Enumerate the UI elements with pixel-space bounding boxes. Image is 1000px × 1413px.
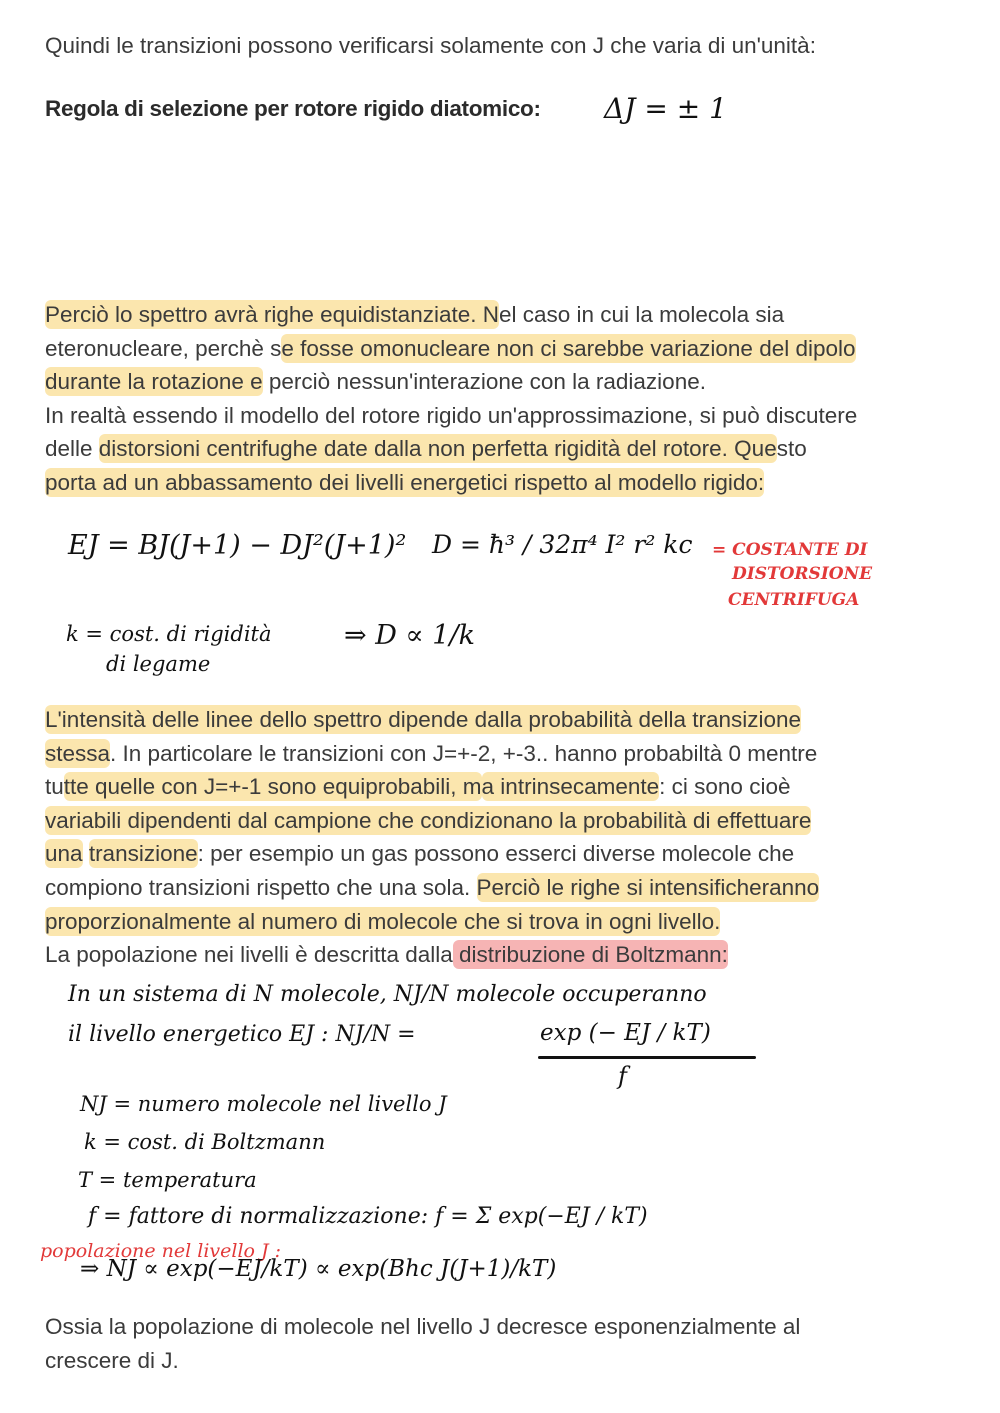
paragraph-equidistant-lines <box>45 298 955 500</box>
highlight: stessa <box>45 740 111 766</box>
intro-paragraph <box>45 29 955 63</box>
handwritten-k-definition-2: di legame <box>106 652 211 676</box>
highlight: variabili dipendenti dal campione che condizionano la probabilità di effettuare <box>45 807 812 833</box>
handwritten-red-note-1: = COSTANTE DI <box>712 540 868 560</box>
highlight: porta ad un abbassamento dei livelli energetici rispetto al modello rigido: <box>45 469 765 495</box>
text-span: delle <box>45 436 99 462</box>
handwritten-k-boltzmann: k = cost. di Boltzmann <box>84 1130 326 1154</box>
handwritten-red-population: popolazione nel livello J : <box>40 1240 282 1262</box>
handwritten-red-note-3: CENTRIFUGA <box>728 590 860 610</box>
highlight: durante la rotazione e <box>45 369 263 395</box>
fraction-bar <box>538 1056 756 1059</box>
text-span: La popolazione nei livelli è descritta dalla <box>45 942 453 968</box>
intro-text: Quindi le transizioni possono verificarsi solamente con J che varia di un'unità: <box>45 33 816 58</box>
highlight: Perciò le righe si intensificheranno <box>476 874 820 900</box>
handwritten-temperature: T = temperatura <box>78 1168 257 1192</box>
paragraph-conclusion <box>45 1310 955 1377</box>
highlight: transizione <box>88 841 198 867</box>
text-span <box>83 841 89 866</box>
handwritten-proportional: ⇒ NJ ∝ exp(−EJ/kT) ∝ exp(Bhc J(J+1)/kT) <box>80 1256 557 1282</box>
highlight: L'intensità delle linee dello spettro dipende dalla probabilità della transizione <box>45 707 802 732</box>
text-span: Ossia la popolazione di molecole nel livello J decresce esponenzialmente al <box>45 1314 801 1339</box>
text-span: sto <box>776 436 807 462</box>
handwritten-boltzmann-line2: il livello energetico EJ : NJ/N = <box>68 1022 416 1047</box>
paragraph-intensity <box>45 703 955 972</box>
text-span: : per esempio un gas possono esserci diverse molecole che <box>197 841 795 867</box>
handwritten-red-note-2: DISTORSIONE <box>732 564 873 584</box>
highlight: distorsioni centrifughe date dalla non perfetta rigidità del rotore. Que <box>98 436 777 462</box>
highlight: a intrinsecamente <box>481 774 660 800</box>
text-span: el caso in cui la molecola sia <box>499 302 785 327</box>
selection-rule-label: Regola di selezione per rotore rigido diatomico: <box>45 96 541 121</box>
handwritten-d-definition: D = ħ³ / 32π⁴ I² r² kc <box>432 530 693 559</box>
text-span: perciò nessun'interazione con la radiazione. <box>262 369 706 395</box>
highlight: tte quelle con J=+-1 sono equiprobabili, m <box>63 774 482 800</box>
highlight: Perciò lo spettro avrà righe equidistanziate. N <box>45 302 499 327</box>
handwritten-energy-formula: EJ = BJ(J+1) − DJ²(J+1)² <box>68 530 407 561</box>
handwritten-k-definition: k = cost. di rigidità <box>66 622 272 646</box>
highlight-red: distribuzione di Boltzmann: <box>452 942 728 968</box>
text-span: eteronucleare, perchè s <box>45 335 282 361</box>
text-span: . In particolare le transizioni con J=+-2, +-3.. hanno probabiltà 0 mentre <box>110 740 818 766</box>
handwritten-numerator: exp (− EJ / kT) <box>540 1020 711 1046</box>
highlight: una <box>45 841 83 867</box>
text-span: : ci sono cioè <box>659 774 791 800</box>
text-span: In realtà essendo il modello del rotore rigido un'approssimazione, si può discutere <box>45 402 858 428</box>
text-span: tu <box>45 774 64 800</box>
handwritten-nj-definition: NJ = numero molecole nel livello J <box>80 1092 447 1116</box>
text-span: crescere di J. <box>45 1347 179 1373</box>
text-span: compiono transizioni rispetto che una sola. <box>45 874 477 900</box>
handwritten-denominator: f <box>618 1062 627 1090</box>
selection-rule-formula: ΔJ = ± 1 <box>604 92 727 125</box>
handwritten-implication: ⇒ D ∝ 1/k <box>344 620 475 651</box>
handwritten-boltzmann-line1: In un sistema di N molecole, NJ/N molecole occuperanno <box>68 982 707 1007</box>
highlight: proporzionalmente al numero di molecole che si trova in ogni livello. <box>45 908 721 934</box>
handwritten-normalization: f = fattore di normalizzazione: f = Σ exp(−EJ / kT) <box>88 1204 648 1229</box>
highlight: e fosse omonucleare non ci sarebbe variazione del dipolo <box>281 335 856 361</box>
